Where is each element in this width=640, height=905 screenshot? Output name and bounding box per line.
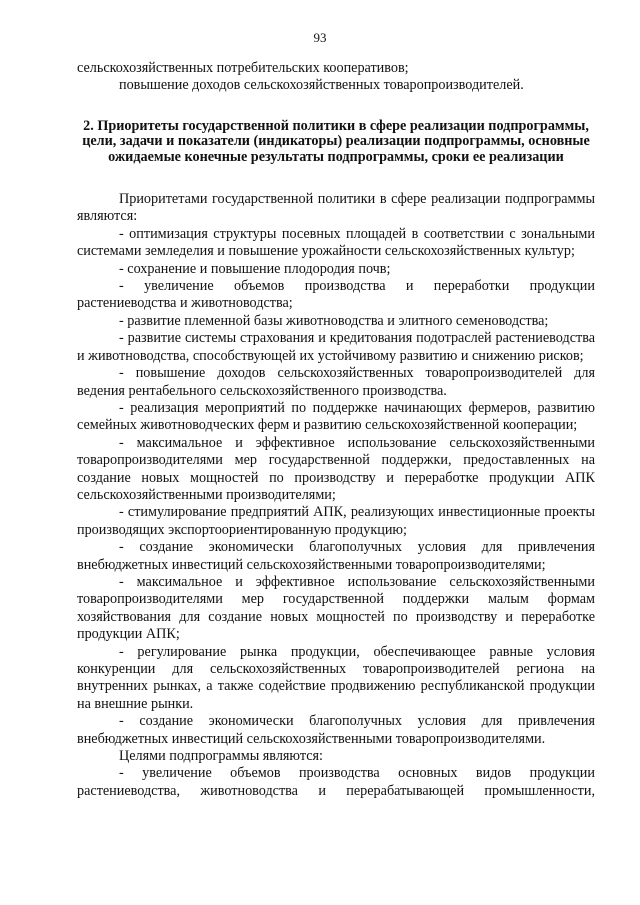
priorities-intro: Приоритетами государственной политики в сфере реализации подпрограммы являются: [77, 191, 595, 225]
priority-item: - максимальное и эффективное использование сельскохозяйственными товаропроизводителями мер государственной поддержки, предоставленных на создание новых мощностей по производству и переработке продукции АПК сельскохозяйственными производителями; [77, 434, 595, 503]
goals-intro: Целями подпрограммы являются: [119, 748, 323, 765]
priority-item: - повышение доходов сельскохозяйственных товаропроизводителей для ведения рентабельного сельскохозяйственного производства. [77, 365, 595, 399]
priority-item: - развитие системы страхования и кредитования подотраслей растениеводства и животноводства, способствующей их устойчивому развитию и снижению рисков; [77, 330, 595, 364]
priority-item: - реализация мероприятий по поддержке начинающих фермеров, развитию семейных животноводческих ферм и развитию сельскохозяйственной кооперации; [77, 399, 595, 434]
continuation-line-1: сельскохозяйственных потребительских кооперативов; [77, 60, 409, 76]
section-heading: 2. Приоритеты государственной политики в сфере реализации подпрограммы, цели, задачи и показатели (индикаторы) реализации подпрограммы, основные ожидаемые конечные результаты подпрограммы, сроки ее реализации [82, 117, 590, 165]
priority-item: - развитие племенной базы животноводства и элитного семеноводства; [119, 312, 549, 329]
priority-item: - увеличение объемов производства и переработки продукции растениеводства и животноводства; [77, 278, 595, 312]
continuation-line-2: повышение доходов сельскохозяйственных товаропроизводителей. [119, 77, 524, 94]
priority-item: - сохранение и повышение плодородия почв; [119, 260, 391, 277]
priority-item: - максимальное и эффективное использование сельскохозяйственными товаропроизводителями мер государственной поддержки малым формам хозяйствования для создание новых мощностей по производству и переработке продукции АПК; [77, 573, 595, 643]
document-body [77, 60, 595, 800]
page-number: 93 [313, 30, 327, 45]
priority-item: - создание экономически благополучных условия для привлечения внебюджетных инвестиций сельскохозяйственными товаропроизводителями; [77, 539, 595, 573]
priority-item: - регулирование рынка продукции, обеспечивающее равные условия конкуренции для сельскохозяйственных товаропроизводителей региона на внутренних рынках, а также содействие продвижению республиканской продукции на внешние рынки. [77, 643, 595, 712]
priority-item: - стимулирование предприятий АПК, реализующих инвестиционные проекты производящих экспортоориентированную продукцию; [77, 504, 595, 538]
priorities-list [77, 226, 595, 748]
goal-item: - увеличение объемов производства основных видов продукции растениеводства, животноводства и перерабатывающей промышленности, [77, 765, 595, 799]
priority-item: - создание экономически благополучных условия для привлечения внебюджетных инвестиций сельскохозяйственными товаропроизводителями. [77, 713, 595, 747]
priority-item: - оптимизация структуры посевных площадей в соответствии с зональными системами земледелия и повышение урожайности сельскохозяйственных культур; [77, 225, 595, 260]
